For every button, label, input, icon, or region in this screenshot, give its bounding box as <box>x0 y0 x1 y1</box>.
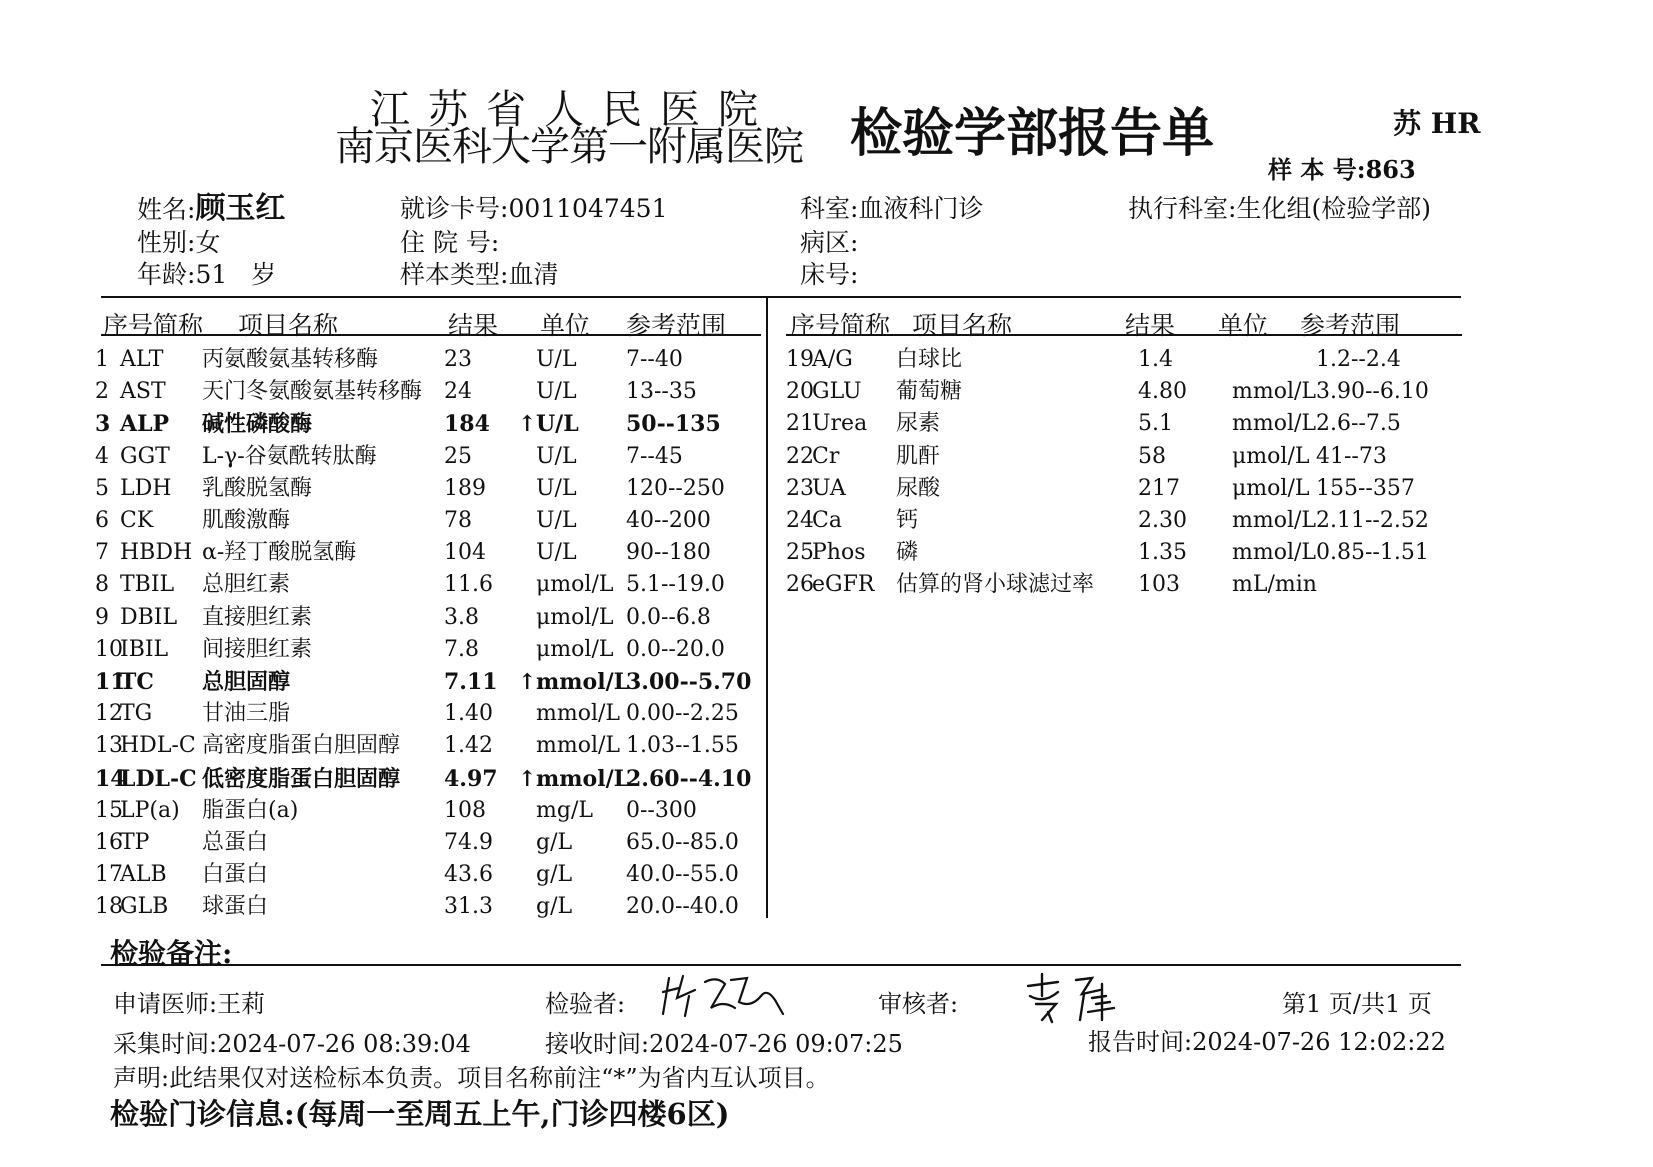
result-range: 0.0--6.8 <box>626 604 711 630</box>
result-no: 8 <box>95 572 109 598</box>
divider-remarks <box>101 964 1461 966</box>
result-result: 58 <box>1138 443 1166 469</box>
patient-name: 姓名:顾玉红 <box>137 191 286 226</box>
result-abbr: IBIL <box>120 636 169 662</box>
result-unit: mL/min <box>1232 572 1317 598</box>
result-no: 1 <box>95 347 109 372</box>
result-abbr: LDH <box>120 475 172 501</box>
result-result: 103 <box>1138 572 1180 598</box>
result-name: 葡萄糖 <box>896 379 963 405</box>
requesting-doctor: 申请医师:王莉 <box>113 990 266 1018</box>
result-row <box>0 859 1653 891</box>
result-name: 低密度脂蛋白胆固醇 <box>202 765 401 792</box>
result-name: 总胆固醇 <box>202 669 291 695</box>
result-range: 0.00--2.25 <box>626 701 739 727</box>
result-abbr: LP(a) <box>120 797 180 823</box>
result-range: 50--135 <box>626 411 721 438</box>
receive-time: 接收时间:2024-07-26 09:07:25 <box>545 1030 903 1058</box>
result-abbr: A/G <box>812 347 853 372</box>
result-unit: mmol/L <box>1232 540 1317 566</box>
result-name: 高密度脂蛋白胆固醇 <box>202 733 401 759</box>
result-row <box>0 408 1653 440</box>
result-name: 脂蛋白(a) <box>202 797 299 823</box>
result-range: 7--45 <box>626 443 683 469</box>
result-abbr: DBIL <box>120 604 178 630</box>
result-flag: ↑ <box>518 669 537 695</box>
result-range: 2.60--4.10 <box>626 765 752 792</box>
result-name: 碱性磷酸酶 <box>202 411 313 438</box>
result-range: 40--200 <box>626 508 711 533</box>
result-no: 13 <box>95 733 123 759</box>
result-result: 11.6 <box>444 572 493 598</box>
result-abbr: CK <box>120 508 154 533</box>
result-range: 2.11--2.52 <box>1316 508 1429 533</box>
tester-signature <box>655 968 795 1022</box>
result-no: 19 <box>786 347 814 372</box>
result-no: 5 <box>95 475 109 501</box>
card-number: 就诊卡号:0011047451 <box>400 194 668 223</box>
result-row <box>0 473 1653 505</box>
result-unit: U/L <box>536 508 577 533</box>
result-result: 1.42 <box>444 733 493 759</box>
header-range-left: 参考范围 <box>626 311 727 340</box>
result-no: 7 <box>95 540 109 566</box>
header-range-right: 参考范围 <box>1300 311 1401 340</box>
result-result: 31.3 <box>444 894 493 920</box>
result-range: 0--300 <box>626 797 697 823</box>
result-range: 40.0--55.0 <box>626 862 739 888</box>
report-title: 检验学部报告单 <box>850 104 1215 164</box>
result-row <box>0 537 1653 569</box>
result-result: 1.40 <box>444 701 493 727</box>
collect-time: 采集时间:2024-07-26 08:39:04 <box>113 1030 471 1058</box>
result-unit: g/L <box>536 862 573 888</box>
result-result: 4.80 <box>1138 379 1187 405</box>
result-abbr: TC <box>120 669 154 695</box>
result-range: 1.03--1.55 <box>626 733 739 759</box>
result-result: 104 <box>444 540 486 566</box>
patient-gender: 性别:女 <box>137 228 221 257</box>
header-result-right: 结果 <box>1125 311 1176 340</box>
result-result: 7.11 <box>444 669 498 695</box>
result-no: 9 <box>95 604 109 630</box>
result-abbr: GGT <box>120 443 170 469</box>
result-row <box>0 827 1653 859</box>
result-unit: U/L <box>536 540 577 566</box>
result-abbr: Ca <box>812 508 842 533</box>
result-range: 90--180 <box>626 540 711 566</box>
result-unit: mmol/L <box>536 669 630 695</box>
result-abbr: Cr <box>812 443 840 469</box>
header-unit-right: 单位 <box>1218 311 1269 340</box>
result-name: 白蛋白 <box>202 862 269 888</box>
result-unit: U/L <box>536 411 579 438</box>
result-name: 钙 <box>896 508 919 533</box>
result-range: 65.0--85.0 <box>626 830 739 855</box>
result-range: 3.90--6.10 <box>1316 379 1429 405</box>
result-flag: ↑ <box>518 765 537 792</box>
result-abbr: GLB <box>120 894 169 920</box>
result-abbr: Urea <box>812 411 868 437</box>
result-name: 尿素 <box>896 411 941 437</box>
result-range: 3.00--5.70 <box>626 669 752 695</box>
result-no: 17 <box>95 862 123 888</box>
result-no: 25 <box>786 540 814 566</box>
result-name: α-羟丁酸脱氢酶 <box>202 540 357 566</box>
result-unit: μmol/L <box>536 604 614 630</box>
result-range: 2.6--7.5 <box>1316 411 1401 437</box>
result-abbr: HBDH <box>120 540 193 566</box>
patient-age: 年龄:51 岁 <box>137 260 277 289</box>
sample-number: 样 本 号:863 <box>1268 155 1416 184</box>
result-range: 13--35 <box>626 379 697 405</box>
result-result: 7.8 <box>444 636 479 662</box>
result-no: 20 <box>786 379 814 405</box>
report-time: 报告时间:2024-07-26 12:02:22 <box>1088 1028 1446 1056</box>
result-row <box>0 376 1653 408</box>
department: 科室:血液科门诊 <box>800 194 984 223</box>
result-no: 2 <box>95 379 109 405</box>
result-no: 23 <box>786 475 814 501</box>
result-unit: mmol/L <box>1232 508 1317 533</box>
result-range: 120--250 <box>626 475 725 501</box>
result-result: 74.9 <box>444 830 493 855</box>
hospital-name-line1: 江苏省人民医院 <box>370 87 776 133</box>
result-result: 184 <box>444 411 490 438</box>
result-result: 108 <box>444 797 486 823</box>
divider-top <box>101 296 1461 298</box>
result-row <box>0 763 1653 795</box>
result-row <box>0 602 1653 634</box>
result-unit: g/L <box>536 894 573 920</box>
result-name: 间接胆红素 <box>202 636 313 662</box>
result-unit: μmol/L <box>1232 443 1310 469</box>
result-abbr: eGFR <box>812 572 875 598</box>
result-row <box>0 730 1653 762</box>
result-result: 4.97 <box>444 765 498 792</box>
result-row <box>0 344 1653 376</box>
result-range: 155--357 <box>1316 475 1415 501</box>
result-name: 甘油三脂 <box>202 701 291 727</box>
result-no: 16 <box>95 830 123 855</box>
result-row <box>0 795 1653 827</box>
bed: 床号: <box>800 260 859 289</box>
disclaimer: 声明:此结果仅对送检标本负责。项目名称前注“*”为省内互认项目。 <box>113 1064 830 1092</box>
result-name: 肌酸激酶 <box>202 508 291 533</box>
reviewer-signature <box>1022 970 1132 1026</box>
result-name: 磷 <box>896 540 919 566</box>
result-abbr: UA <box>812 475 846 501</box>
result-abbr: ALP <box>120 411 170 438</box>
result-unit: μmol/L <box>1232 475 1310 501</box>
result-row <box>0 698 1653 730</box>
ward: 病区: <box>800 228 859 257</box>
result-unit: mmol/L <box>1232 411 1317 437</box>
result-result: 2.30 <box>1138 508 1187 533</box>
result-range: 1.2--2.4 <box>1316 347 1401 372</box>
result-no: 10 <box>95 636 123 662</box>
result-no: 24 <box>786 508 814 533</box>
result-row <box>0 441 1653 473</box>
result-abbr: ALT <box>120 347 164 372</box>
result-range: 7--40 <box>626 347 683 372</box>
result-row <box>0 634 1653 666</box>
result-result: 24 <box>444 379 472 405</box>
result-no: 21 <box>786 411 814 437</box>
result-unit: mg/L <box>536 797 593 823</box>
result-range: 41--73 <box>1316 443 1387 469</box>
result-result: 43.6 <box>444 862 493 888</box>
header-no-abbr-right: 序号简称 <box>790 311 891 340</box>
result-abbr: Phos <box>812 540 866 566</box>
sample-type: 样本类型:血清 <box>400 260 559 289</box>
result-unit: U/L <box>536 379 577 405</box>
result-no: 26 <box>786 572 814 598</box>
result-unit: μmol/L <box>536 636 614 662</box>
result-name: 天门冬氨酸氨基转移酶 <box>202 379 423 405</box>
result-unit: mmol/L <box>536 733 621 759</box>
result-abbr: LDL-C <box>120 765 197 792</box>
result-no: 22 <box>786 443 814 469</box>
result-name: 球蛋白 <box>202 894 269 920</box>
result-abbr: GLU <box>812 379 862 405</box>
result-no: 6 <box>95 508 109 533</box>
result-unit: U/L <box>536 347 577 372</box>
header-unit-left: 单位 <box>540 311 591 340</box>
result-name: 尿酸 <box>896 475 941 501</box>
exec-department: 执行科室:生化组(检验学部) <box>1128 194 1431 223</box>
result-row <box>0 891 1653 923</box>
result-name: 乳酸脱氢酶 <box>202 475 313 501</box>
result-unit: μmol/L <box>536 572 614 598</box>
header-no-abbr-left: 序号简称 <box>103 311 204 340</box>
result-row <box>0 569 1653 601</box>
result-name: 丙氨酸氨基转移酶 <box>202 347 379 372</box>
result-result: 23 <box>444 347 472 372</box>
result-no: 4 <box>95 443 109 469</box>
result-range: 0.85--1.51 <box>1316 540 1429 566</box>
reviewer-label: 审核者: <box>878 990 959 1018</box>
result-result: 217 <box>1138 475 1180 501</box>
result-name: 总胆红素 <box>202 572 291 598</box>
result-abbr: TP <box>120 830 150 855</box>
result-row <box>0 505 1653 537</box>
header-name-right: 项目名称 <box>912 311 1013 340</box>
result-no: 12 <box>95 701 123 727</box>
result-name: 直接胆红素 <box>202 604 313 630</box>
result-result: 3.8 <box>444 604 479 630</box>
result-unit: mmol/L <box>1232 379 1317 405</box>
result-unit: U/L <box>536 443 577 469</box>
result-result: 5.1 <box>1138 411 1173 437</box>
result-no: 3 <box>95 411 111 438</box>
result-range: 5.1--19.0 <box>626 572 725 598</box>
result-name: 总蛋白 <box>202 830 269 855</box>
result-name: 估算的肾小球滤过率 <box>896 572 1095 598</box>
result-unit: g/L <box>536 830 573 855</box>
result-result: 189 <box>444 475 486 501</box>
remarks-label: 检验备注: <box>110 937 233 970</box>
result-range: 0.0--20.0 <box>626 636 725 662</box>
result-result: 1.4 <box>1138 347 1173 372</box>
report-code: 苏 HR <box>1393 107 1481 140</box>
result-flag: ↑ <box>518 411 537 438</box>
result-no: 18 <box>95 894 123 920</box>
result-row <box>0 666 1653 698</box>
result-range: 20.0--40.0 <box>626 894 739 920</box>
result-no: 14 <box>95 765 126 792</box>
result-unit: mmol/L <box>536 701 621 727</box>
result-abbr: HDL-C <box>120 733 196 759</box>
result-no: 11 <box>95 669 126 695</box>
result-unit: mmol/L <box>536 765 630 792</box>
result-abbr: TG <box>120 701 153 727</box>
result-name: 肌酐 <box>896 443 941 469</box>
admission-number: 住 院 号: <box>400 228 500 257</box>
page-info: 第1 页/共1 页 <box>1282 990 1432 1018</box>
clinic-info: 检验门诊信息:(每周一至周五上午,门诊四楼6区) <box>110 1097 730 1131</box>
result-result: 78 <box>444 508 472 533</box>
result-unit: U/L <box>536 475 577 501</box>
result-result: 1.35 <box>1138 540 1187 566</box>
header-result-left: 结果 <box>448 311 499 340</box>
tester-label: 检验者: <box>545 990 626 1018</box>
header-name-left: 项目名称 <box>238 311 339 340</box>
hospital-name-line2: 南京医科大学第一附属医院 <box>335 124 803 170</box>
result-abbr: AST <box>120 379 166 405</box>
result-abbr: TBIL <box>120 572 175 598</box>
result-abbr: ALB <box>120 862 167 888</box>
result-name: L-γ-谷氨酰转肽酶 <box>202 443 377 469</box>
result-no: 15 <box>95 797 123 823</box>
result-name: 白球比 <box>896 347 963 372</box>
result-result: 25 <box>444 443 472 469</box>
